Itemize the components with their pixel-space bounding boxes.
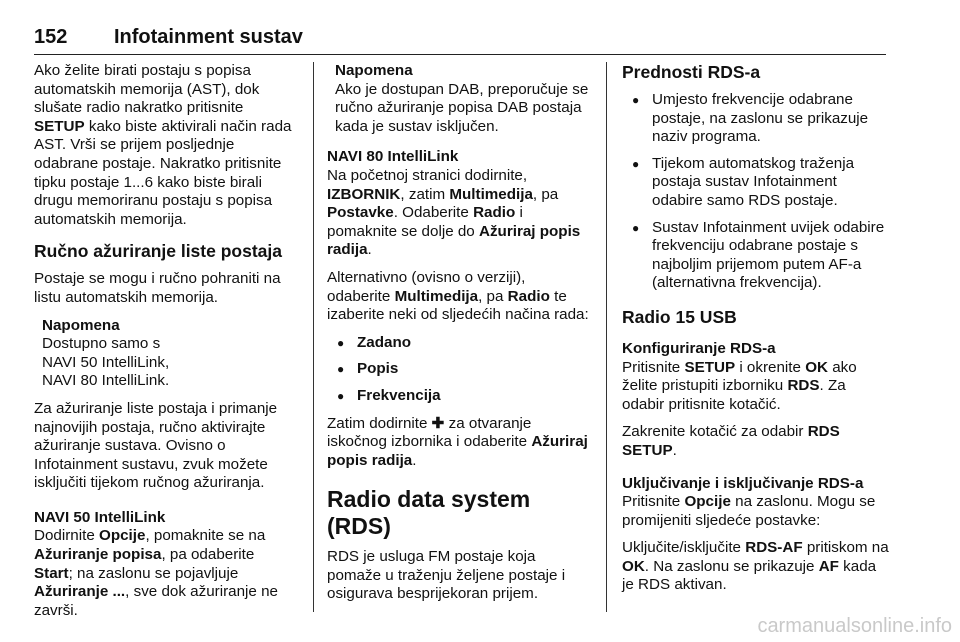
column-2 [327, 62, 589, 613]
config-paragraph: Pritisnite SETUP i okrenite OK ako želite pristupiti izborniku RDS. Za odabir pritisnite kotačić. [622, 358, 857, 413]
heading-rds-advantages: Prednosti RDS-a [622, 62, 761, 82]
note-title: Napomena [335, 62, 413, 79]
list-item: ● Popis [327, 360, 589, 379]
alternative-paragraph: Alternativno (ovisno o verziji), odaberite Multimedija, pa Radio te izaberite neki od sljedećih načina rada: [327, 268, 589, 324]
column-1 [34, 62, 296, 629]
note-dab: Napomena Ako je dostupan DAB, preporučuje se ručno ažuriranje popisa DAB postaja kada je sustav isključen. [335, 62, 589, 135]
heading-manual-update: Ručno ažuriranje liste postaja [34, 241, 282, 262]
ast-paragraph: Ako želite birati postaju s popisa automatskih memorija (AST), dok slušate radio nakratko pritisnite SETUP kako biste aktivirali način rada AST. Vrši se prijem posljednje odabrane postaje. Nakratko pritisnite tipku postaje 1...6 kako biste birali drugu memoriranu postaju s popisa automatskih memorija. [34, 62, 292, 228]
navi50-paragraph: Dodirnite Opcije, pomaknite se na Ažuriranje popisa, pa odaberite Start; na zaslonu se pojavljuje Ažuriranje ..., sve dok ažuriranje ne završi. [34, 527, 278, 619]
page-title: Infotainment sustav [114, 26, 303, 48]
turn-paragraph: Zakrenite kotačić za odabir RDS SETUP. [622, 423, 840, 459]
list-item: ● Frekvencija [327, 387, 589, 406]
page-header [34, 26, 886, 55]
list-item: ● Zadano [327, 334, 589, 353]
heading-navi50: NAVI 50 IntelliLink [34, 508, 166, 526]
toggle-paragraph: Uključite/isključite RDS-AF pritiskom na OK. Na zaslonu se prikazuje AF kada je RDS aktivan. [622, 539, 889, 594]
list-item: ● Tijekom automatskog traženja postaja sustav Infotainment odabire samo RDS postaje. [622, 155, 890, 211]
plus-icon: ✚ [431, 414, 445, 432]
list-item: ● Umjesto frekvencije odabrane postaje, na zaslonu se prikazuje naziv programa. [622, 91, 890, 147]
note-availability: Napomena Dostupno samo s NAVI 50 IntelliLink, NAVI 80 IntelliLink. [34, 317, 296, 391]
heading-config-rds: Konfiguriranje RDS-a [622, 339, 776, 357]
advantages-list [622, 91, 890, 293]
heading-rds-onoff: Uključivanje i isključivanje RDS-a [622, 474, 864, 492]
column-divider [313, 62, 314, 612]
manual-store-paragraph: Postaje se mogu i ručno pohraniti na listu automatskih memorija. [34, 270, 281, 306]
watermark: carmanualsonline.info [757, 615, 952, 637]
rds-description: RDS je usluga FM postaje koja pomaže u traženju željene postaje i osigurava besprijekoran prijem. [327, 548, 566, 603]
mode-list [327, 334, 589, 406]
list-item: ● Sustav Infotainment uvijek odabire frekvenciju odabrane postaje s najboljim prijemom putem AF-a (alternativna frekvencija). [622, 219, 890, 293]
update-paragraph: Za ažuriranje liste postaja i primanje najnovijih postaja, ručno aktivirajte ažuriranje sustava. Ovisno o Infotainment sustavu, zvuk možete isključiti tijekom ručnog ažuriranja. [34, 399, 278, 492]
heading-rds: Radio data system (RDS) [327, 486, 531, 540]
onoff-paragraph: Pritisnite Opcije na zaslonu. Mogu se promijeniti sljedeće postavke: [622, 493, 876, 529]
navi80-paragraph: Na početnoj stranici dodirnite, IZBORNIK, zatim Multimedija, pa Postavke. Odaberite Radio i pomaknite se dolje do Ažuriraj popis radija. [327, 166, 581, 259]
column-3 [622, 62, 890, 604]
touch-paragraph: Zatim dodirnite ✚ za otvaranje iskočnog izbornika i odaberite Ažuriraj popis radija. [327, 414, 588, 469]
heading-navi80: NAVI 80 IntelliLink [327, 148, 459, 166]
page-number: 152 [34, 26, 68, 48]
heading-radio15: Radio 15 USB [622, 306, 737, 327]
note-title: Napomena [42, 316, 120, 334]
column-divider [606, 62, 607, 612]
